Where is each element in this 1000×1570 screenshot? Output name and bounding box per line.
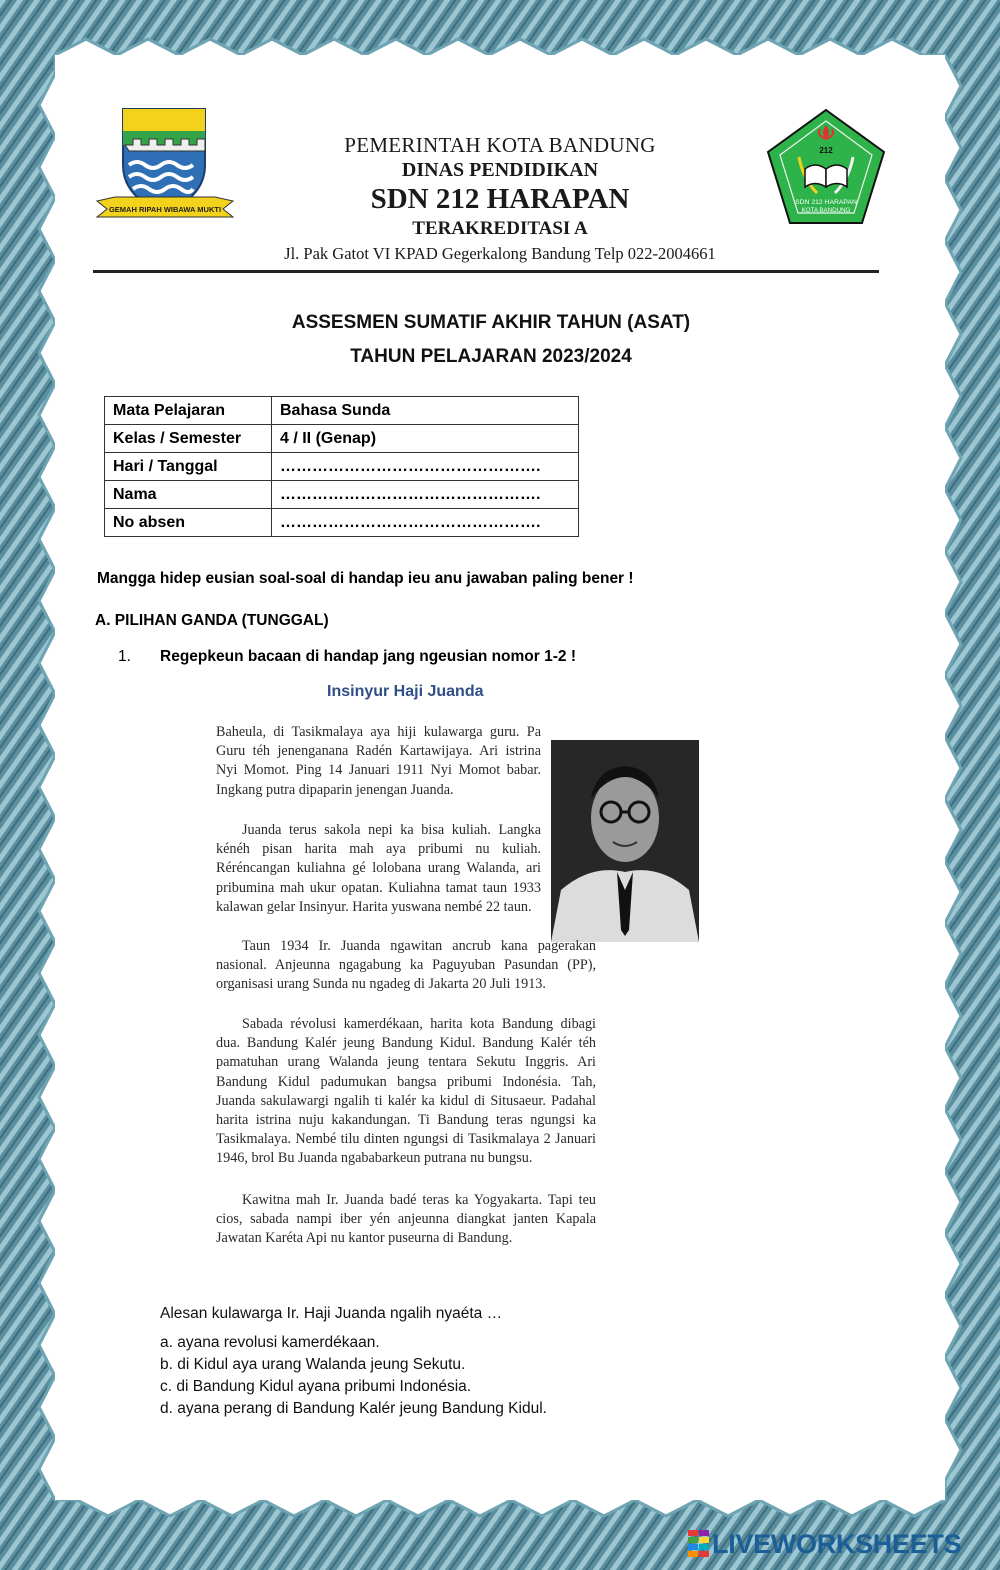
section-heading: A. PILIHAN GANDA (TUNGGAL): [95, 612, 329, 629]
info-label: Mata Pelajaran: [105, 397, 272, 425]
question-text: Alesan kulawarga Ir. Haji Juanda ngalih nyaéta …: [160, 1305, 503, 1322]
info-label: Hari / Tanggal: [105, 453, 272, 481]
logo-number: 212: [819, 146, 833, 155]
answer-option-b[interactable]: b. di Kidul aya urang Walanda jeung Sekutu.: [160, 1356, 466, 1373]
exam-year: TAHUN PELAJARAN 2023/2024: [350, 346, 632, 367]
paragraph-text: Kawitna mah Ir. Juanda badé teras ka Yogyakarta. Tapi teu cios, sabada nampi iber yén anjeunna diangkat janten Kapala Jawatan Karéta Api nu kantor puseurna di Bandung.: [216, 1192, 596, 1247]
question-prompt: Regepkeun bacaan di handap jang ngeusian nomor 1-2 !: [160, 648, 576, 665]
passage-paragraph-3: [216, 937, 596, 995]
table-row: [105, 425, 579, 453]
info-label: No absen: [105, 509, 272, 537]
logo-text-school: SDN 212 HARAPAN: [795, 199, 857, 206]
header-divider: [93, 270, 879, 273]
logo-text-city: KOTA BANDUNG: [801, 207, 851, 214]
paragraph-text: Taun 1934 Ir. Juanda ngawitan ancrub kana pagerakan nasional. Anjeunna ngagabung ka Paguyuban Pasundan (PP), organisasi urang Sunda nu ngadeg di Jakarta 20 Juli 1913.: [216, 938, 596, 993]
info-label: Kelas / Semester: [105, 425, 272, 453]
header-address: Jl. Pak Gatot VI KPAD Gegerkalong Bandung Telp 022-2004661: [284, 244, 716, 263]
paragraph-text: Baheula, di Tasikmalaya aya hiji kulawarga guru. Pa Guru téh jenenganana Radén Kartawijaya. Ari istrina Nyi Momot. Ping 14 Januari 1911 Nyi Momot babar. Ingkang putra dipaparin jenengan Juanda.: [216, 724, 541, 798]
header-department: DINAS PENDIDIKAN: [401, 159, 599, 181]
absence-number-field[interactable]: ………………………………………….: [272, 509, 579, 537]
watermark-text: LIVEWORKSHEETS: [712, 1528, 962, 1559]
info-label: Nama: [105, 481, 272, 509]
paragraph-text: Sabada révolusi kamerdékaan, harita kota Bandung dibagi dua. Bandung Kalér jeung Bandung Kidul. Bandung Kalér téh pamatuhan urang Walanda jeung tentara Sekutu Inggris. Ari Bandung Kidul padumukan bangsa pribumi Indonésia. Tah, Juanda sakulawargi ngalih ti kalér ka kidul di Situsaeur. Padahal harita istrina nuju kakandungan. Ti Bandung teras ngungsi ka Tasikmalaya. Nembé tilu dinten ngungsi di Tasikmalaya 2 Januari 1946, brol Bu Juanda ngababarkeun putrana nu bungsu.: [216, 1016, 596, 1167]
worksheet-page: [55, 55, 945, 1500]
passage-paragraph-5: [216, 1191, 596, 1249]
passage-paragraph-2: [216, 821, 541, 917]
name-field[interactable]: ………………………………………….: [272, 481, 579, 509]
emblem-motto: GEMAH RIPAH WIBAWA MUKTI: [108, 205, 222, 214]
passage-paragraph-4: [216, 1015, 596, 1169]
header-school-name: SDN 212 HARAPAN: [370, 183, 630, 215]
table-row: [105, 453, 579, 481]
table-row: [105, 481, 579, 509]
bandung-city-emblem-icon: [95, 105, 235, 223]
answer-option-c[interactable]: c. di Bandung Kidul ayana pribumi Indonésia.: [160, 1378, 472, 1395]
instruction-text: Mangga hidep eusian soal-soal di handap ieu anu jawaban paling bener !: [97, 570, 634, 587]
exam-title: ASSESMEN SUMATIF AKHIR TAHUN (ASAT): [291, 312, 691, 333]
question-number: 1.: [118, 648, 131, 665]
passage-title: Insinyur Haji Juanda: [327, 683, 484, 700]
header-government: PEMERINTAH KOTA BANDUNG: [344, 133, 656, 157]
liveworksheets-logo-icon: [688, 1530, 710, 1558]
answer-option-a[interactable]: a. ayana revolusi kamerdékaan.: [160, 1334, 380, 1351]
passage-paragraph-1: [216, 723, 541, 800]
paragraph-text: Juanda terus sakola nepi ka bisa kuliah. Langka kénéh pisan harita mah aya pribumi nu kuliah. Réréncangan kuliahna gé lolobana urang Walanda, ari pribumina mah ukur opatan. Kuliahna tamat taun 1933 kalawan gelar Insinyur. Harita yuswana nembé 22 taun.: [216, 822, 541, 915]
table-row: [105, 509, 579, 537]
answer-option-d[interactable]: d. ayana perang di Bandung Kalér jeung Bandung Kidul.: [160, 1400, 547, 1417]
date-field[interactable]: ………………………………………….: [272, 453, 579, 481]
info-value: 4 / II (Genap): [272, 425, 579, 453]
school-logo-icon: [765, 107, 887, 227]
header-accreditation: TERAKREDITASI A: [412, 218, 588, 239]
info-value: Bahasa Sunda: [272, 397, 579, 425]
liveworksheets-watermark[interactable]: [688, 1528, 961, 1560]
portrait-photo: [551, 740, 699, 942]
table-row: [105, 397, 579, 425]
student-info-table: [104, 396, 579, 537]
